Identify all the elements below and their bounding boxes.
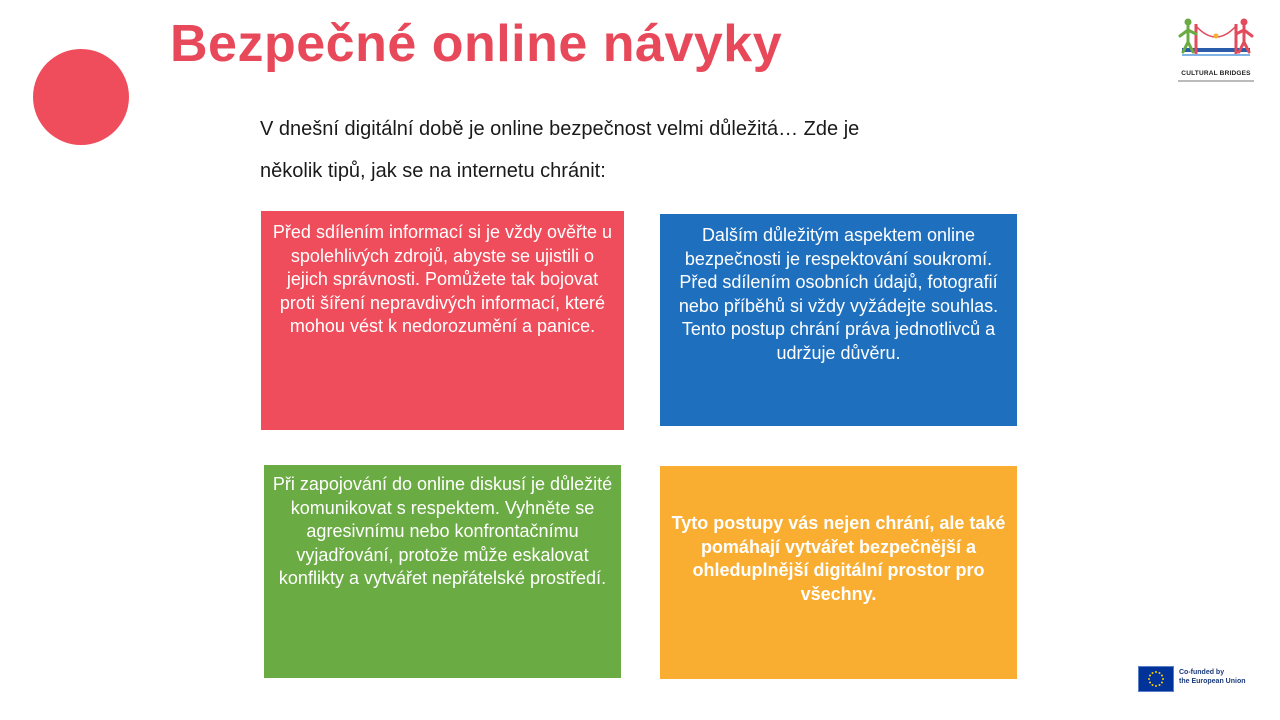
cultural-bridges-label: CULTURAL BRIDGES: [1181, 70, 1251, 77]
tip-text-respect-privacy: Dalším důležitým aspektem online bezpečnosti je respektování soukromí. Před sdílením osobních údajů, fotografií nebo příběhů si vždy vyžádejte souhlas. Tento postup chrání práva jednotlivců a udržuje důvěru.: [678, 225, 999, 363]
cultural-bridges-logo: [1170, 14, 1262, 94]
tip-box-verify-sources: [261, 211, 624, 430]
intro-line-1: V dnešní digitální době je online bezpečnost velmi důležitá… Zde je: [260, 118, 860, 140]
eu-cofunded-logo: [1138, 666, 1258, 692]
eu-line-1: Co-funded by: [1179, 669, 1225, 676]
tip-text-summary: Tyto postupy vás nejen chrání, ale také pomáhají vytvářet bezpečnější a ohleduplnější digitální prostor pro všechny.: [671, 513, 1006, 604]
tip-box-respect-privacy: [660, 214, 1017, 426]
logo-divider: [1178, 80, 1254, 82]
tip-box-summary: [660, 466, 1017, 679]
decorative-red-circle: [33, 49, 129, 145]
eu-line-2: the European Union: [1179, 678, 1246, 685]
intro-text: [260, 108, 1020, 192]
tip-text-verify-sources: Před sdílením informací si je vždy ověřte u spolehlivých zdrojů, abyste se ujistili o jejich správnosti. Pomůžete tak bojovat proti šíření nepravdivých informací, které mohou vést k nedorozumění a panice.: [272, 222, 613, 336]
intro-line-2: několik tipů, jak se na internetu chránit:: [260, 160, 606, 182]
eu-flag-icon: [1138, 666, 1174, 692]
cultural-bridges-icon: [1170, 14, 1262, 70]
tip-text-respectful-communication: Při zapojování do online diskusí je důležité komunikovat s respektem. Vyhněte se agresivnímu nebo konfrontačnímu vyjadřování, protože může eskalovat konflikty a vytvářet nepřátelské prostředí.: [272, 474, 613, 588]
eu-cofunded-label: [1179, 668, 1246, 686]
tip-box-respectful-communication: [264, 465, 621, 678]
page-title: Bezpečné online návyky: [170, 15, 783, 73]
